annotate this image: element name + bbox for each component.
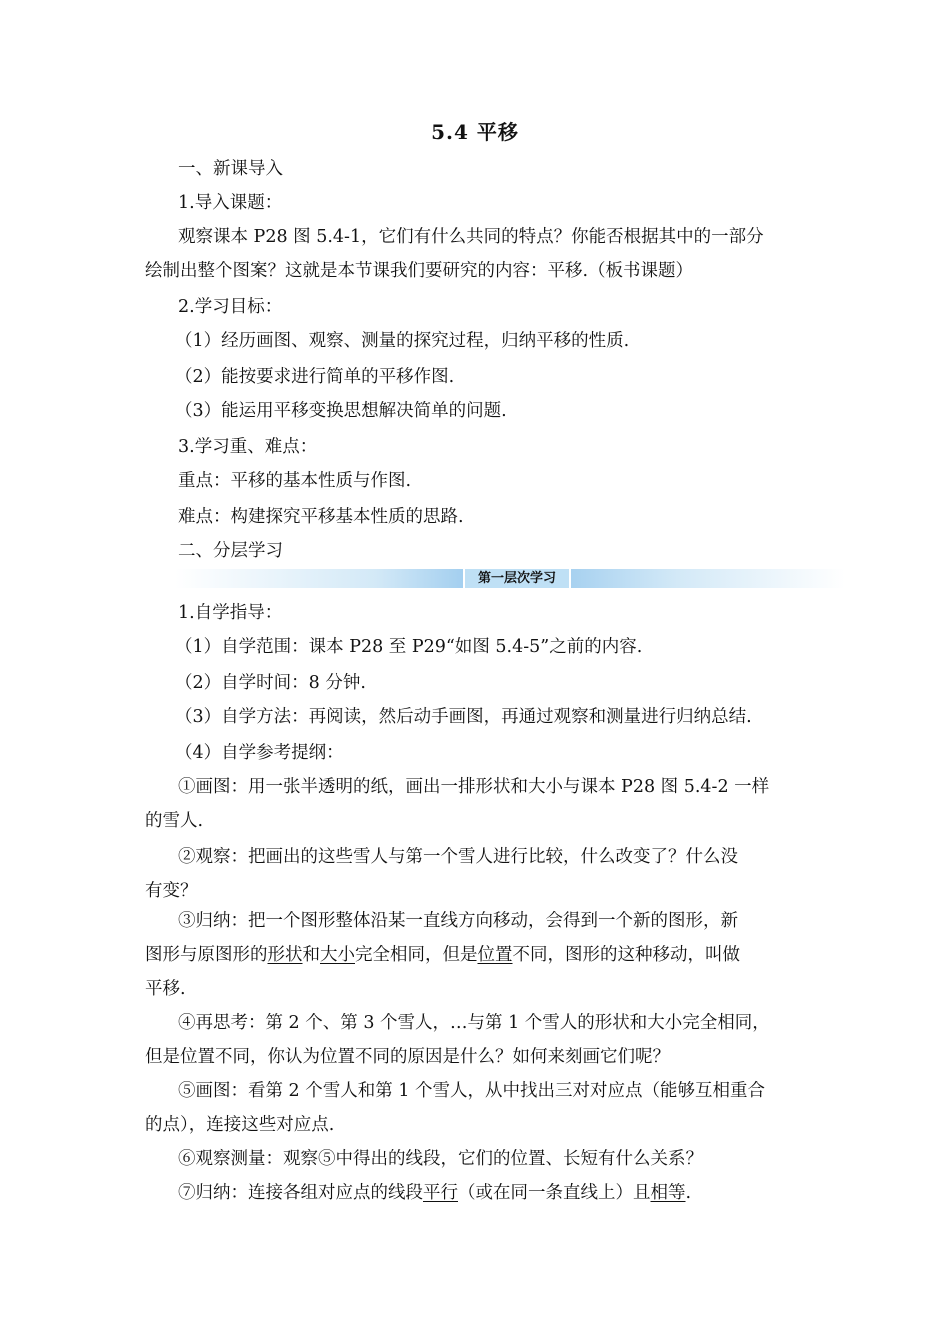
goal-item: （3）能运用平移变换思想解决简单的问题. xyxy=(175,401,507,421)
subheading-goals: 2.学习目标： xyxy=(178,297,283,317)
outline-item-cont: 但是位置不同，你认为位置不同的原因是什么？如何来刻画它们呢？ xyxy=(145,1047,670,1067)
section-heading-layered: 二、分层学习 xyxy=(178,541,283,561)
paragraph-line: 观察课本 P28 图 5.4-1，它们有什么共同的特点？你能否根据其中的一部分 xyxy=(178,227,764,247)
underlined-answer: 相等 xyxy=(650,1183,686,1203)
outline-item-cont: 的雪人. xyxy=(145,811,204,831)
text-segment: . xyxy=(685,1183,692,1203)
text-segment: 完全相同，但是 xyxy=(355,945,478,965)
subheading-key-points: 3.学习重、难点： xyxy=(178,437,318,457)
outline-item: ①画图：用一张半透明的纸，画出一排形状和大小与课本 P28 图 5.4-2 一样 xyxy=(178,777,770,797)
key-point: 重点：平移的基本性质与作图. xyxy=(178,471,412,491)
difficult-point: 难点：构建探究平移基本性质的思路. xyxy=(178,507,464,527)
outline-item: ⑤画图：看第 2 个雪人和第 1 个雪人，从中找出三对对应点（能够互相重合 xyxy=(178,1081,766,1101)
page-title: 5.4 平移 xyxy=(431,120,519,144)
section-heading-intro: 一、新课导入 xyxy=(178,159,283,179)
underlined-answer: 大小 xyxy=(320,945,355,965)
text-segment: 不同，图形的这种移动，叫做 xyxy=(512,945,740,965)
outline-item: ⑥观察测量：观察⑤中得出的线段，它们的位置、长短有什么关系？ xyxy=(178,1149,703,1169)
underlined-answer: 位置 xyxy=(477,945,513,965)
outline-item-cont xyxy=(145,938,805,972)
guide-item: （4）自学参考提纲： xyxy=(175,743,344,763)
text-segment: 和 xyxy=(302,945,320,965)
text-segment: ⑦归纳：连接各组对应点的线段 xyxy=(178,1183,423,1203)
guide-item: （1）自学范围：课本 P28 至 P29“如图 5.4-5”之前的内容. xyxy=(175,637,643,657)
goal-item: （2）能按要求进行简单的平移作图. xyxy=(175,367,455,387)
outline-item xyxy=(178,1176,838,1210)
subheading-topic: 1.导入课题： xyxy=(178,193,283,213)
text-segment: （或在同一条直线上）且 xyxy=(458,1183,651,1203)
paragraph-line: 绘制出整个图案？这就是本节课我们要研究的内容：平移.（板书课题） xyxy=(145,261,694,281)
outline-item: ④再思考：第 2 个、第 3 个雪人，…与第 1 个雪人的形状和大小完全相同， xyxy=(178,1013,770,1033)
outline-item-cont: 的点），连接这些对应点. xyxy=(145,1115,335,1135)
guide-item: （2）自学时间：8 分钟. xyxy=(175,673,366,693)
text-segment: 图形与原图形的 xyxy=(145,945,268,965)
outline-item: ②观察：把画出的这些雪人与第一个雪人进行比较，什么改变了？什么没 xyxy=(178,847,738,867)
underlined-answer: 平行 xyxy=(423,1183,458,1203)
banner-label: 第一层次学习 xyxy=(463,569,571,588)
outline-item: ③归纳：把一个图形整体沿某一直线方向移动，会得到一个新的图形，新 xyxy=(178,911,738,931)
subheading-guide: 1.自学指导： xyxy=(178,603,283,623)
guide-item: （3）自学方法：再阅读，然后动手画图，再通过观察和测量进行归纳总结. xyxy=(175,707,752,727)
goal-item: （1）经历画图、观察、测量的探究过程，归纳平移的性质. xyxy=(175,331,630,351)
outline-item-cont: 平移. xyxy=(145,979,186,999)
outline-item-cont: 有变？ xyxy=(145,881,198,901)
underlined-answer: 形状 xyxy=(267,945,303,965)
